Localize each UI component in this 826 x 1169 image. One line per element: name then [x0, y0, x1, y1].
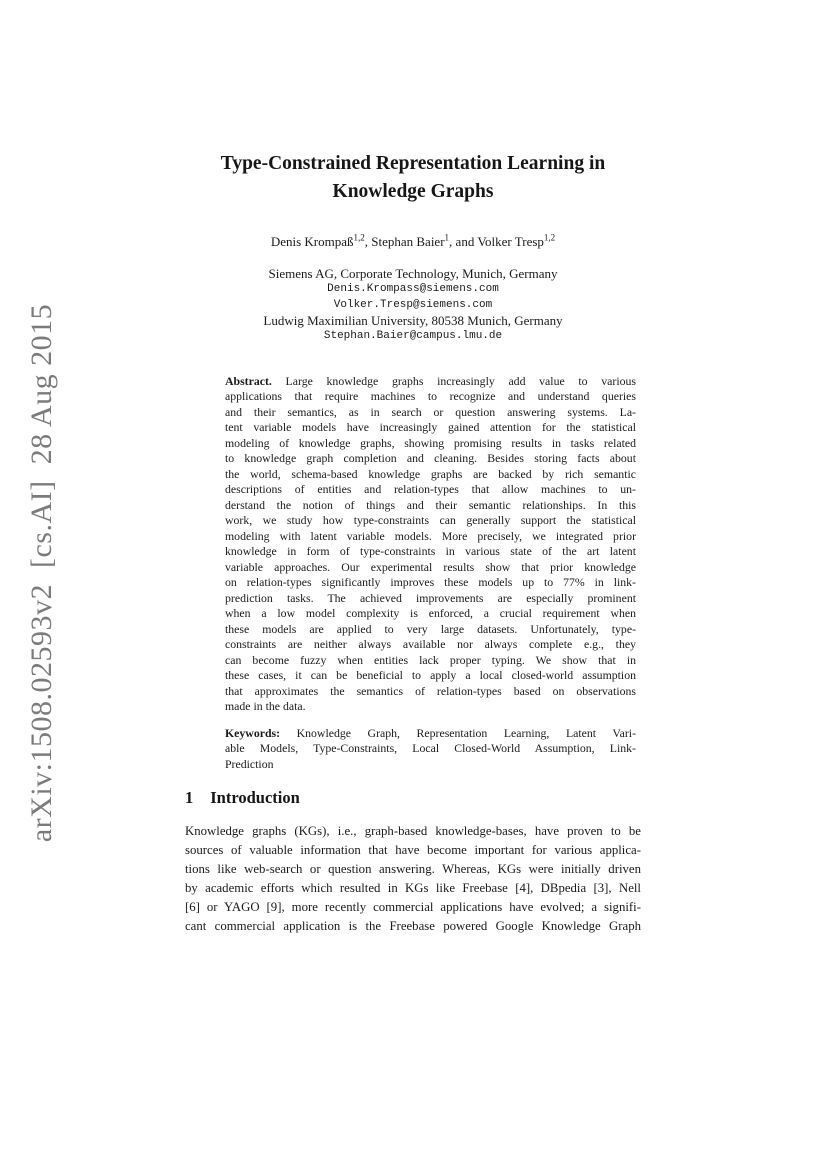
author-email: Volker.Tresp@siemens.com: [333, 298, 493, 311]
author-name: , Stephan Baier: [364, 234, 445, 249]
text-line: [6] or YAGO [9], more recently commercial applications have evolved; a signifi-: [185, 900, 641, 915]
text-line: on relation-types significantly improves these models up to 77% in link-: [225, 575, 636, 590]
text-line: Keywords: Knowledge Graph, Representation Learning, Latent Vari-: [225, 725, 636, 740]
text-line: sources of valuable information that have become important for various applica-: [185, 843, 641, 858]
text-line: work, we study how type-constraints can generally support the statistical: [225, 513, 636, 528]
text-line: these models are applied to very large datasets. Unfortunately, type-: [225, 621, 636, 636]
section-number: 1: [185, 788, 194, 808]
text-line: cant commercial application is the Freebase powered Google Knowledge Graph: [185, 919, 641, 934]
affiliation-line: Ludwig Maximilian University, 80538 Munich, Germany: [263, 313, 563, 329]
text-line: and their semantics, as in search or question answering systems. La-: [225, 404, 636, 419]
author-affil-marker: 1,2: [353, 232, 365, 243]
text-line: Abstract. Large knowledge graphs increasingly add value to various: [225, 373, 636, 388]
text-line: constraints are neither always available nor always complete e.g., they: [225, 637, 636, 652]
text-line: able Models, Type-Constraints, Local Closed-World Assumption, Link-: [225, 741, 636, 756]
text-line: derstand the notion of things and their semantic relationships. In this: [225, 497, 636, 512]
text-line: made in the data.: [225, 699, 306, 714]
text-line: that approximates the semantics of relation-types based on observations: [225, 683, 636, 698]
paper-title-line1: Type-Constrained Representation Learning in: [220, 153, 606, 174]
text-line: variable approaches. Our experimental results show that prior knowledge: [225, 559, 636, 574]
text-line: to knowledge graph completion and cleaning. Besides storing facts about: [225, 451, 636, 466]
paper-title-line2: Knowledge Graphs: [332, 181, 494, 202]
section-heading-introduction: [185, 788, 641, 808]
keywords-paragraph: [225, 726, 636, 773]
author-name: , and Volker Tresp: [449, 234, 544, 249]
text-line: these cases, it can be beneficial to apply a local closed-world assumption: [225, 668, 636, 683]
author-affil-marker: 1: [444, 232, 450, 243]
author-affil-marker: 1,2: [543, 232, 556, 243]
text-line: descriptions of entities and relation-types that allow machines to un-: [225, 482, 636, 497]
section-title: Introduction: [210, 788, 300, 808]
abstract-paragraph: [225, 374, 636, 715]
paper-content: [185, 0, 641, 936]
text-line: modeling of knowledge graphs, showing promising results in tasks related: [225, 435, 636, 450]
text-line: modeling with latent variable models. More precisely, we integrated prior: [225, 528, 636, 543]
author-email: Stephan.Baier@campus.lmu.de: [323, 330, 503, 343]
paper-title: [185, 0, 641, 206]
text-line: knowledge in form of type-constraints in various state of the art latent: [225, 544, 636, 559]
text-line: when a low model complexity is enforced, a crucial requirement when: [225, 606, 636, 621]
author-email: Denis.Krompass@siemens.com: [327, 282, 499, 295]
text-line: applications that require machines to recognize and understand queries: [225, 389, 636, 404]
text-line: by academic efforts which resulted in KGs like Freebase [4], DBpedia [3], Nell: [185, 881, 641, 896]
arxiv-watermark: arXiv:1508.02593v2 [cs.AI] 28 Aug 2015: [25, 303, 58, 843]
text-line: tions like web-search or question answering. Whereas, KGs were initially driven: [185, 862, 641, 877]
text-line: prediction tasks. The achieved improvements are especially prominent: [225, 590, 636, 605]
author-line: [185, 233, 641, 250]
text-line: the world, schema-based knowledge graphs are backed by rich semantic: [225, 466, 636, 481]
affiliation-block: [185, 266, 641, 345]
affiliation-line: Siemens AG, Corporate Technology, Munich, Germany: [268, 266, 558, 281]
text-line: can become fuzzy when entities lack proper typing. We show that in: [225, 652, 636, 667]
text-line: Prediction: [225, 756, 274, 771]
text-line: tent variable models have increasingly gained attention for the statistical: [225, 420, 636, 435]
author-name: Denis Krompaß: [270, 234, 354, 249]
introduction-paragraph: [185, 822, 641, 936]
text-line: Knowledge graphs (KGs), i.e., graph-based knowledge-bases, have proven to be: [185, 824, 641, 839]
